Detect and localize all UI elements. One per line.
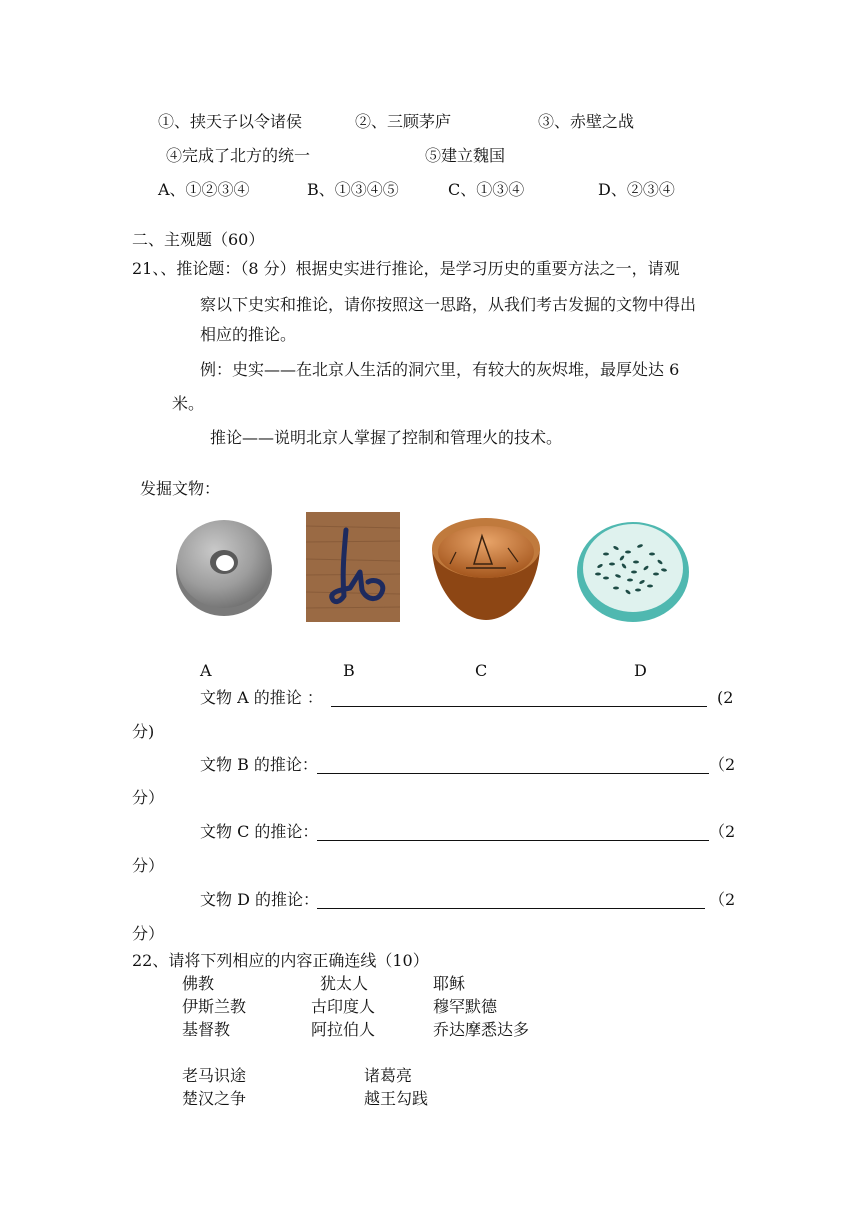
option-5: ⑤建立魏国 — [425, 146, 506, 165]
answer-b-score: （2 — [709, 755, 736, 774]
answer-d-blank[interactable] — [317, 892, 705, 909]
q21-inference: 推论——说明北京人掌握了控制和管理火的技术。 — [210, 428, 563, 447]
religion-item[interactable]: 伊斯兰教 — [182, 997, 247, 1016]
q21-example-line1: 例：史实——在北京人生活的洞穴里，有较大的灰烬堆，最厚处达 6 — [200, 360, 680, 379]
people-item[interactable]: 犹太人 — [320, 974, 369, 993]
answer-a-score-wrap: 分) — [132, 722, 155, 741]
artifact-label-c: C — [475, 661, 488, 680]
artifact-label-d: D — [634, 661, 647, 680]
answer-a-score: (2 — [717, 688, 734, 707]
answer-d-score-wrap: 分） — [132, 924, 165, 943]
answer-c-blank[interactable] — [317, 824, 709, 841]
choice-a: A、①②③④ — [158, 180, 250, 199]
stone-spindle-whorl-image — [172, 512, 276, 620]
wooden-block-inscription-image — [306, 512, 400, 622]
q21-line1: 21、、推论题：（8 分）根据史实进行推论，是学习历史的重要方法之一，请观 — [132, 259, 680, 278]
choice-c: C、①③④ — [448, 180, 525, 199]
choice-b: B、①③④⑤ — [307, 180, 399, 199]
answer-b-blank[interactable] — [317, 757, 709, 774]
people-item[interactable]: 古印度人 — [311, 997, 376, 1016]
rice-grains-plate-image — [576, 514, 690, 624]
founder-item[interactable]: 耶稣 — [433, 974, 466, 993]
artifact-label-a: A — [200, 661, 212, 680]
idiom-item[interactable]: 楚汉之争 — [182, 1089, 247, 1108]
answer-b-score-wrap: 分） — [132, 788, 165, 807]
artifacts-label: 发掘文物： — [140, 479, 221, 498]
answer-a-blank[interactable] — [331, 690, 707, 707]
answer-d-prompt: 文物 D 的推论： — [200, 890, 320, 909]
section-heading: 二、主观题（60） — [132, 230, 265, 249]
religion-item[interactable]: 基督教 — [182, 1020, 231, 1039]
person-item[interactable]: 诸葛亮 — [364, 1066, 413, 1085]
answer-c-score-wrap: 分） — [132, 856, 165, 875]
person-item[interactable]: 越王勾践 — [364, 1089, 429, 1108]
q21-example-line2: 米。 — [172, 394, 205, 413]
founder-item[interactable]: 穆罕默德 — [433, 997, 498, 1016]
q22-title: 22、请将下列相应的内容正确连线（10） — [132, 951, 429, 970]
artifact-label-b: B — [343, 661, 355, 680]
founder-item[interactable]: 乔达摩悉达多 — [433, 1020, 530, 1039]
answer-c-score: （2 — [709, 822, 736, 841]
religion-item[interactable]: 佛教 — [182, 974, 215, 993]
q21-line2: 察以下史实和推论，请你按照这一思路，从我们考古发掘的文物中得出 — [200, 295, 697, 314]
option-2: ②、三顾茅庐 — [355, 112, 452, 131]
answer-b-prompt: 文物 B 的推论： — [200, 755, 318, 774]
option-1: ①、挟天子以令诸侯 — [158, 112, 303, 131]
idiom-item[interactable]: 老马识途 — [182, 1066, 247, 1085]
q21-line3: 相应的推论。 — [200, 325, 297, 344]
people-item[interactable]: 阿拉伯人 — [311, 1020, 376, 1039]
answer-d-score: （2 — [709, 890, 736, 909]
choice-d: D、②③④ — [598, 180, 675, 199]
answer-c-prompt: 文物 C 的推论： — [200, 822, 319, 841]
answer-a-prompt: 文物 A 的推论 ： — [200, 688, 323, 707]
option-3: ③、赤壁之战 — [538, 112, 635, 131]
painted-pottery-bowl-image — [426, 512, 546, 624]
option-4: ④完成了北方的统一 — [166, 146, 311, 165]
